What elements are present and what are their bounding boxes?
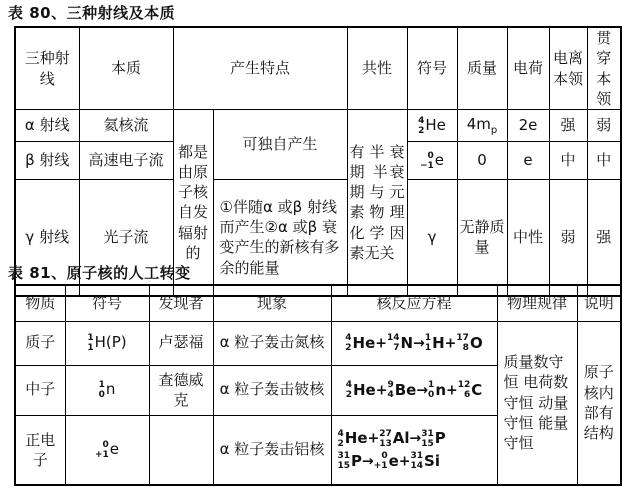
- plus-sign: +: [375, 335, 388, 351]
- feature-merged: 都是由原子核自发辐射的: [173, 110, 213, 296]
- header-note: 说明: [577, 285, 621, 321]
- nuclide: 4 2 He: [345, 380, 376, 400]
- header-phenomenon: 现象: [213, 285, 331, 321]
- alpha-ray: α 射线: [15, 110, 79, 142]
- alpha-penetrate: 弱: [587, 110, 621, 142]
- positron-discoverer: [149, 415, 213, 485]
- beta-charge: e: [507, 142, 549, 180]
- neutron-phenomenon: α 粒子轰击铍核: [213, 365, 331, 415]
- header-discoverer: 发现者: [149, 285, 213, 321]
- proton-phenomenon: α 粒子轰击氮核: [213, 321, 331, 365]
- reaction-arrow: →: [409, 430, 422, 447]
- positron-equations: [331, 415, 497, 485]
- gamma-ray: γ 射线: [15, 180, 79, 296]
- plus-sign: +: [367, 430, 380, 447]
- nuclide: 4 2 He: [337, 428, 368, 449]
- proton-symbol: 1 1 H (P): [65, 321, 149, 365]
- reaction-arrow: →: [362, 453, 374, 469]
- neutron-name: 中子: [15, 365, 65, 415]
- neutron-discoverer: 查德威克: [149, 365, 213, 415]
- header-substance: 物质: [15, 285, 65, 321]
- plus-sign: +: [446, 382, 458, 398]
- alpha-feature: 可独自产生: [213, 110, 347, 180]
- artificial-transmutation-table: [14, 284, 622, 486]
- beta-essence: 高速电子流: [79, 142, 173, 180]
- header-mass: 质量: [457, 27, 507, 110]
- header-symbol: 符号: [407, 27, 457, 110]
- table-81-caption: 表 81、原子核的人工转变: [8, 264, 191, 282]
- nuclide: 12 6 C: [457, 380, 483, 400]
- nuclide: 1 0 n: [428, 380, 446, 400]
- plus-sign: +: [444, 335, 457, 351]
- alpha-ionize: 强: [549, 110, 587, 142]
- nuclide: 14 7 N: [387, 333, 414, 353]
- radiation-table: [14, 26, 622, 297]
- header-common: 共性: [347, 27, 407, 110]
- positron-equation-2: [338, 450, 495, 473]
- nuclide: 31 15 P: [337, 451, 363, 471]
- plus-sign: +: [398, 453, 411, 469]
- header-feature: 产生特点: [173, 27, 347, 110]
- gamma-charge: 中性: [507, 180, 549, 296]
- positron-phenomenon: α 粒子轰击铝核: [213, 415, 331, 485]
- nuclide: 1 1 H: [424, 333, 445, 353]
- beta-ray: β 射线: [15, 142, 79, 180]
- nuclide: 0 +1 e: [373, 451, 399, 471]
- gamma-essence: 光子流: [79, 180, 173, 296]
- reaction-arrow: →: [416, 382, 429, 398]
- header-charge: 电荷: [507, 27, 549, 110]
- alpha-essence: 氦核流: [79, 110, 173, 142]
- proton-name: 质子: [15, 321, 65, 365]
- table-80-caption: 表 80、三种射线及本质: [8, 4, 176, 22]
- neutron-symbol: 1 0 n: [65, 365, 149, 415]
- beta-mass: 0: [457, 142, 507, 180]
- header-equation: 核反应方程: [331, 285, 497, 321]
- header-ionize: 电离本领: [549, 27, 587, 110]
- positron-name: 正电子: [15, 415, 65, 485]
- header-essence: 本质: [79, 27, 173, 110]
- header-ray: 三种射线: [15, 27, 79, 110]
- alpha-mass: $4m_p$: [457, 110, 507, 142]
- nuclide: 17 8 O: [456, 333, 483, 353]
- beta-ionize: 中: [549, 142, 587, 180]
- positron-symbol: 0 +1 e: [65, 415, 149, 485]
- header-symbol: 符号: [65, 285, 149, 321]
- gamma-feature: ①伴随α 或β 射线而产生②α 或β 衰变产生的新核有多余的能量: [213, 180, 347, 296]
- beta-penetrate: 中: [587, 142, 621, 180]
- proton-discoverer: 卢瑟福: [149, 321, 213, 365]
- gamma-symbol: γ: [407, 180, 457, 296]
- nuclide: 31 14 Si: [410, 451, 440, 471]
- positron-equation-1: [338, 427, 495, 450]
- note-cell: 原子核内部有结构: [577, 321, 621, 485]
- common-cell: 有半衰期 半衰期与元素物理化学因素无关: [347, 110, 407, 296]
- nuclide: 4 2 He: [345, 333, 376, 353]
- proton-equation: [331, 321, 497, 365]
- nuclide: 9 4 Be: [387, 380, 417, 400]
- header-laws: 物理规律: [497, 285, 577, 321]
- reaction-arrow: →: [413, 335, 425, 351]
- laws-cell: 质量数守恒 电荷数守恒 动量守恒 能量守恒: [497, 321, 577, 485]
- gamma-penetrate: 强: [587, 180, 621, 296]
- alpha-symbol: 4 2 He: [407, 110, 457, 142]
- gamma-ionize: 弱: [549, 180, 587, 296]
- nuclide: 31 15 P: [421, 428, 446, 449]
- nuclide: 27 13 Al: [379, 428, 410, 449]
- neutron-equation: [331, 365, 497, 415]
- alpha-charge: 2e: [507, 110, 549, 142]
- gamma-mass: 无静质量: [457, 180, 507, 296]
- beta-symbol: 0 −1 e: [407, 142, 457, 180]
- plus-sign: +: [375, 382, 388, 398]
- header-penetrate: 贯穿本领: [587, 27, 621, 110]
